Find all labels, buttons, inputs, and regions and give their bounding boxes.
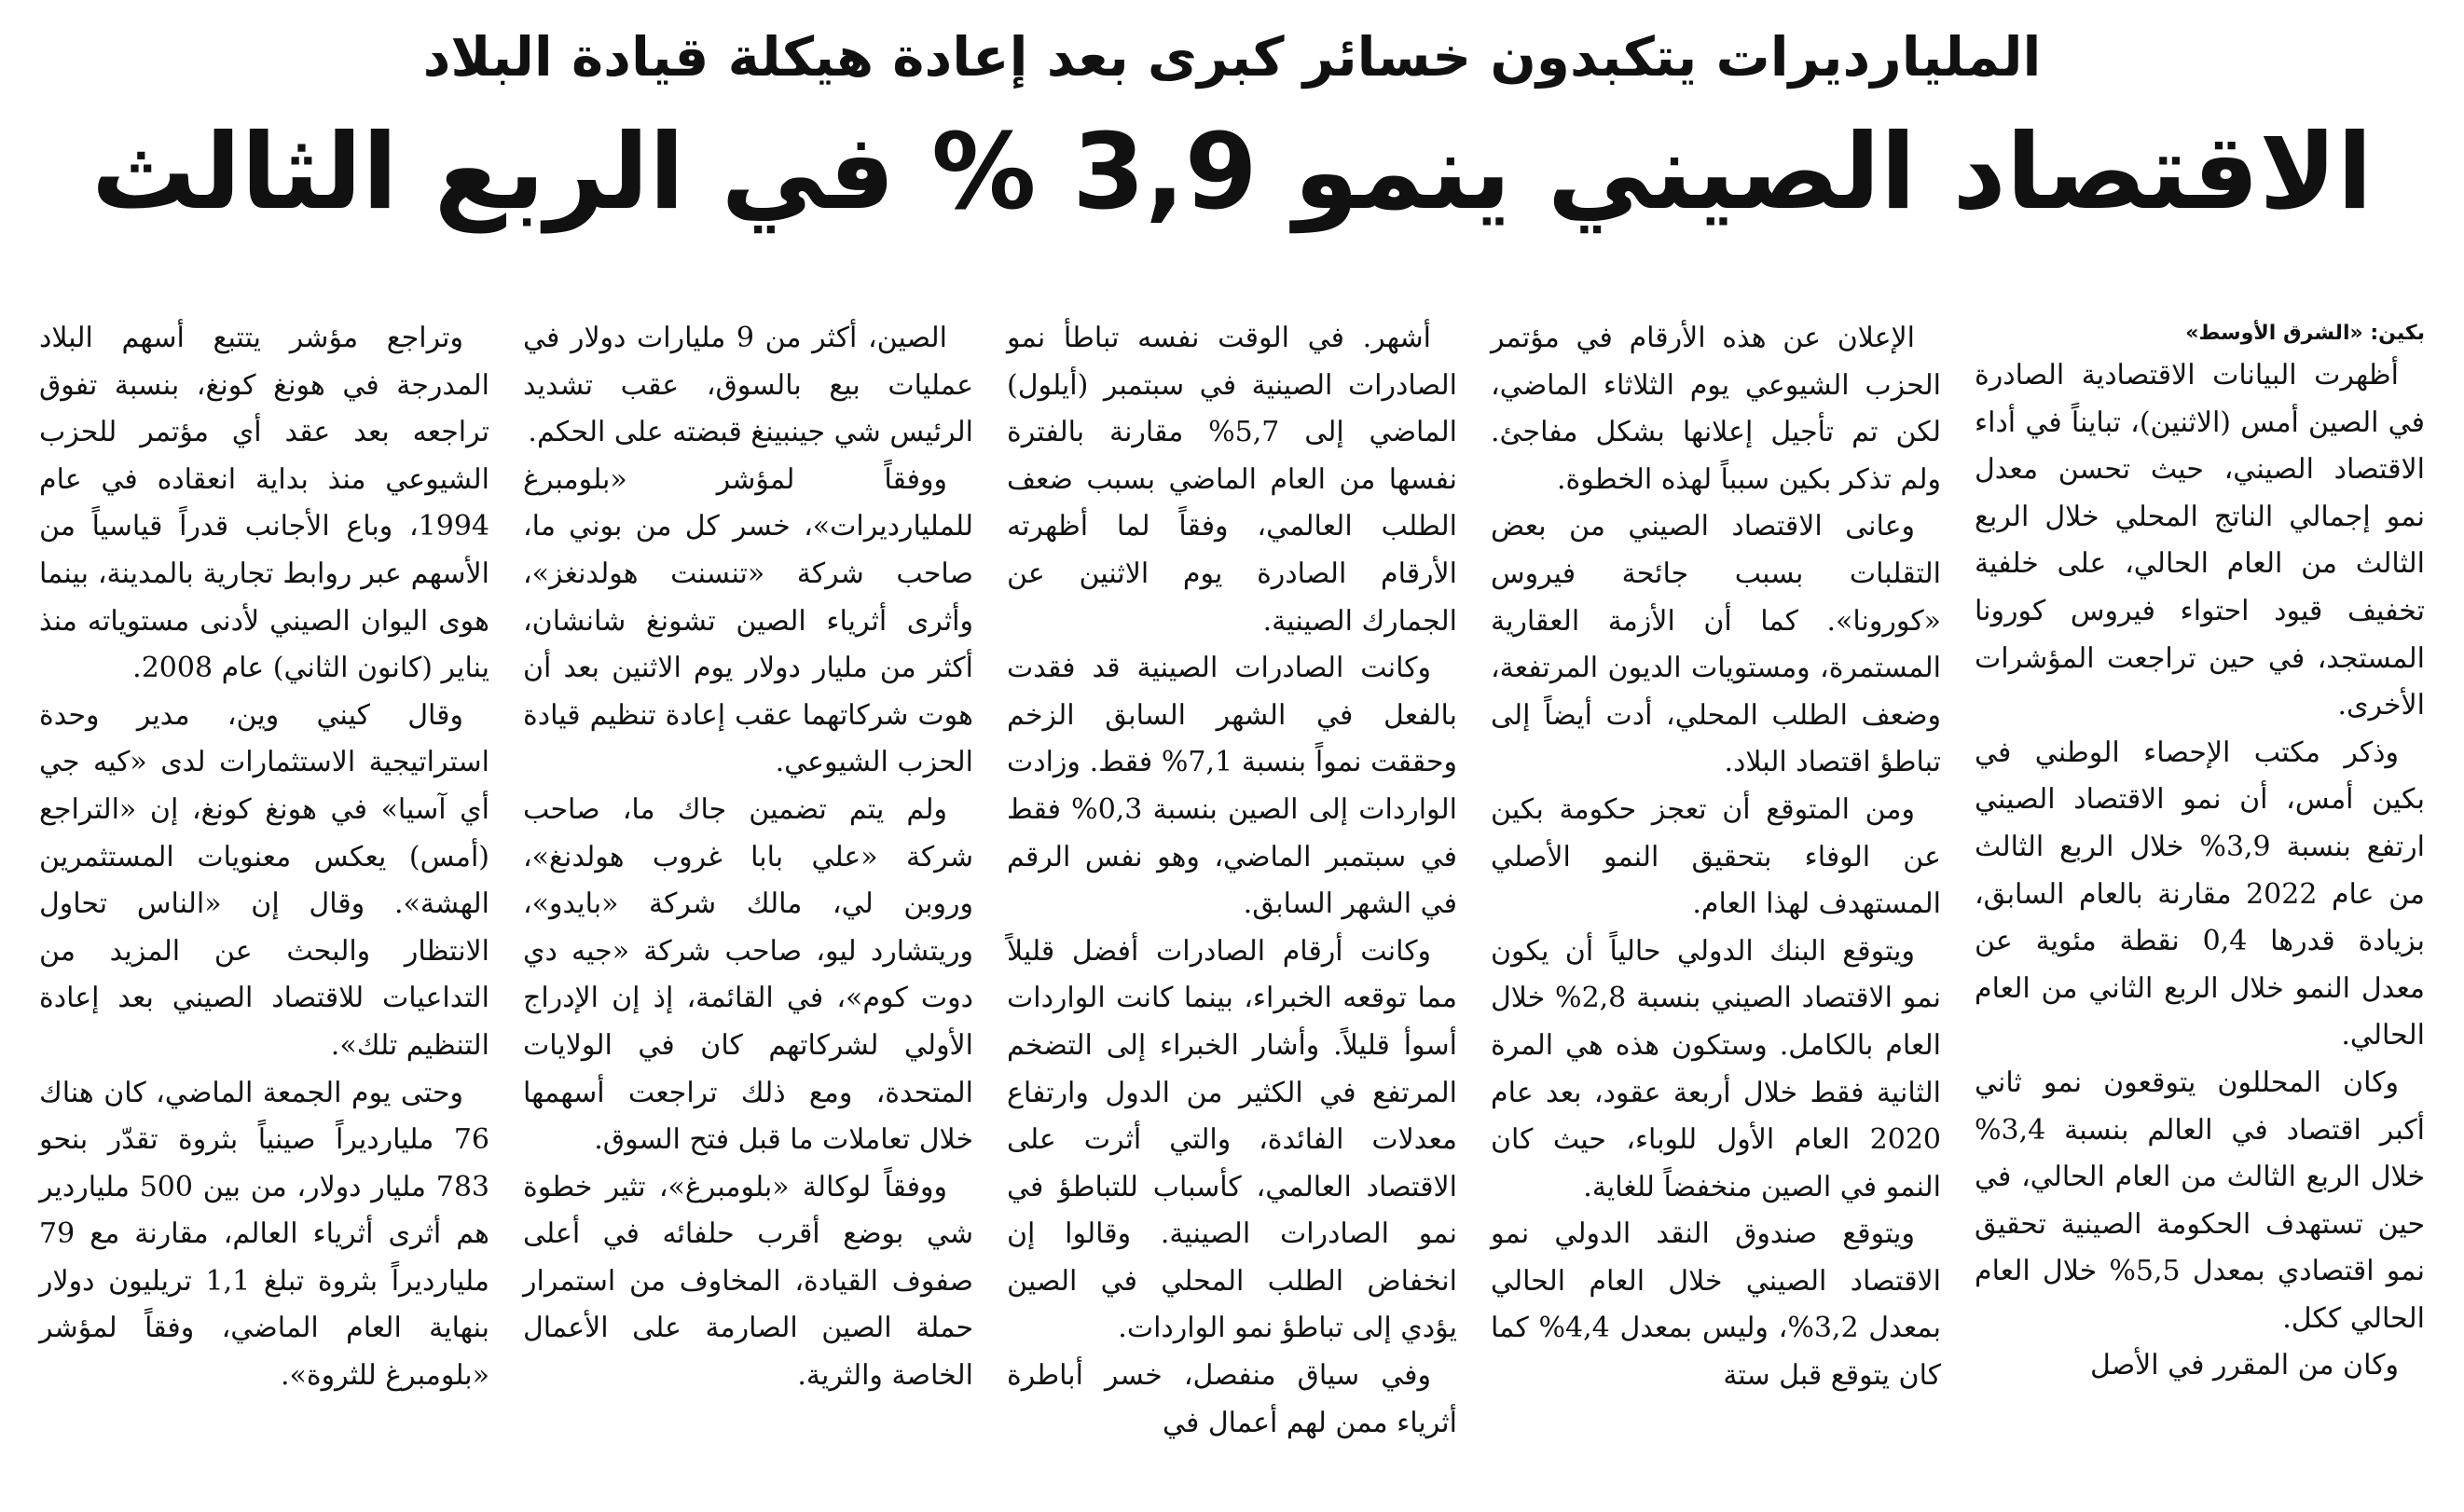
article-subheadline: المليارديرات يتكبدون خسائر كبرى بعد إعادة هيكلة قيادة البلاد: [422, 25, 2042, 89]
paragraph: وحتى يوم الجمعة الماضي، كان هناك 76 مليارديراً صينياً بثروة تقدّر بنحو 783 مليار دولار، من بين 500 ملياردير هم أثرى أثرياء العالم، مقارنة مع 79 مليارديراً بثروة تبلغ 1,1 تريليون دولار بنهاية العام الماضي، وفقاً لمؤشر «بلومبرغ للثروة».: [39, 1076, 490, 1393]
paragraph: وذكر مكتب الإحصاء الوطني في بكين أمس، أن نمو الاقتصاد الصيني ارتفع بنسبة 3,9% خلال الربع الثالث من عام 2022 مقارنة بالعام السابق، بزيادة قدرها 0,4 نقطة مئوية عن معدل النمو خلال الربع الثاني من العام الحالي.: [1975, 735, 2426, 1052]
paragraph: أشهر. في الوقت نفسه تباطأ نمو الصادرات الصينية في سبتمبر (أيلول) الماضي إلى 5,7% مقارنة بالفترة نفسها من العام الماضي بسبب ضعف الطلب العالمي، وفقاً لما أظهرته الأرقام الصادرة يوم الاثنين عن الجمارك الصينية.: [1007, 322, 1457, 638]
paragraph: وتراجع مؤشر يتتبع أسهم البلاد المدرجة في هونغ كونغ، بنسبة تفوق تراجعه بعد عقد أي مؤتمر للحزب الشيوعي منذ بداية انعقاده في عام 1994، وباع الأجانب قدراً قياسياً من الأسهم عبر روابط تجارية بالمدينة، بينما هوى اليوان الصيني لأدنى مستوياته منذ يناير (كانون الثاني) عام 2008.: [39, 322, 489, 685]
article-column-5: [22, 315, 506, 1499]
paragraph: وكانت الصادرات الصينية قد فقدت بالفعل في الشهر السابق الزخم وحققت نمواً بنسبة 7,1% فقط. وزادت الواردات إلى الصين بنسبة 0,3% فقط في سبتمبر الماضي، وهو نفس الرقم في الشهر السابق.: [1007, 652, 1457, 921]
paragraph: وكانت أرقام الصادرات أفضل قليلاً مما توقعه الخبراء، بينما كانت الواردات أسوأ قليلاً. وأشار الخبراء إلى التضخم المرتفع في الكثير من الدول وارتفاع معدلات الفائدة، والتي أثرت على الاقتصاد العالمي، كأسباب للتباطؤ في نمو الصادرات الصينية. وقالوا إن انخفاض الطلب المحلي في الصين يؤدي إلى تباطؤ نمو الواردات.: [1007, 934, 1457, 1345]
paragraph: وقال كيني وين، مدير وحدة استراتيجية الاستثمارات لدى «كيه جي أي آسيا» في هونغ كونغ، إن «التراجع (أمس) يعكس معنويات المستثمرين الهشة». وقال إن «الناس تحاول الانتظار والبحث عن المزيد من التداعيات للاقتصاد الصيني بعد إعادة التنظيم تلك».: [39, 698, 489, 1062]
article-columns: [22, 315, 2442, 1499]
paragraph: ووفقاً لوكالة «بلومبرغ»، تثير خطوة شي بوضع أقرب حلفائه في أعلى صفوف القيادة، المخاوف من استمرار حملة الصين الصارمة على الأعمال الخاصة والثرية.: [523, 1170, 973, 1393]
paragraph: ويتوقع البنك الدولي حالياً أن يكون نمو الاقتصاد الصيني بنسبة 2,8% خلال العام بالكامل. وستكون هذه هي المرة الثانية فقط خلال أربعة عقود، بعد عام 2020 العام الأول للوباء، حيث كان النمو في الصين منخفضاً للغاية.: [1491, 934, 1941, 1203]
paragraph: ويتوقع صندوق النقد الدولي نمو الاقتصاد الصيني خلال العام الحالي بمعدل 3,2%، وليس بمعدل 4,4% كما كان يتوقع قبل ستة: [1491, 1217, 1942, 1393]
paragraph: ووفقاً لمؤشر «بلومبرغ للمليارديرات»، خسر كل من بوني ما، صاحب شركة «تنسنت هولدنغز»، وأثرى أثرياء الصين تشونغ شانشان، أكثر من مليار دولار يوم الاثنين بعد أن هوت شركاتهما عقب إعادة تنظيم قيادة الحزب الشيوعي.: [523, 462, 973, 779]
paragraph: وفي سياق منفصل، خسر أباطرة أثرياء ممن لهم أعمال في: [1007, 1359, 1457, 1439]
paragraph: وعانى الاقتصاد الصيني من بعض التقلبات بسبب جائحة فيروس «كورونا». كما أن الأزمة العقارية المستمرة، ومستويات الديون المرتفعة، وضعف الطلب المحلي، أدت أيضاً إلى تباطؤ اقتصاد البلاد.: [1491, 510, 1941, 779]
paragraph: الصين، أكثر من 9 مليارات دولار في عمليات بيع بالسوق، عقب تشديد الرئيس شي جينبينغ قبضته على الحكم.: [523, 322, 973, 449]
paragraph: ومن المتوقع أن تعجز حكومة بكين عن الوفاء بتحقيق النمو الأصلي المستهدف لهذا العام.: [1491, 792, 1941, 921]
paragraph: وكان المحللون يتوقعون نمو ثاني أكبر اقتصاد في العالم بنسبة 3,4% خلال الربع الثالث من العام الحالي، في حين تستهدف الحكومة الصينية تحقيق نمو اقتصادي بمعدل 5,5% خلال العام الحالي ككل.: [1975, 1065, 2425, 1335]
paragraph: الإعلان عن هذه الأرقام في مؤتمر الحزب الشيوعي يوم الثلاثاء الماضي، لكن تم تأجيل إعلانها بشكل مفاجئ. ولم تذكر بكين سبباً لهذه الخطوة.: [1491, 322, 1941, 496]
article-column-4: [506, 315, 990, 1499]
paragraph: أظهرت البيانات الاقتصادية الصادرة في الصين أمس (الاثنين)، تبايناً في أداء الاقتصاد الصيني، حيث تحسن معدل نمو إجمالي الناتج المحلي خلال الربع الثالث من العام الحالي، على خلفية تخفيف قيود احتواء فيروس كورونا المستجد، في حين تراجعت المؤشرات الأخرى.: [1975, 359, 2425, 722]
article-column-1: [1958, 315, 2442, 1499]
article-column-3: [990, 315, 1474, 1499]
paragraph: وكان من المقرر في الأصل: [2089, 1349, 2399, 1382]
paragraph: ولم يتم تضمين جاك ما، صاحب شركة «علي بابا غروب هولدنغ»، وروبن لي، مالك شركة «بايدو»، وريتشارد ليو، صاحب شركة «جيه دي دوت كوم»، في القائمة، إذ إن الإدراج الأولي لشركاتهم كان في الولايات المتحدة، ومع ذلك تراجعت أسهمها خلال تعاملات ما قبل فتح السوق.: [523, 792, 973, 1157]
article-column-2: [1474, 315, 1958, 1499]
dateline: بكين: «الشرق الأوسط»: [2185, 322, 2425, 345]
article-headline: الاقتصاد الصيني ينمو 3,9 % في الربع الثالث: [90, 112, 2374, 233]
